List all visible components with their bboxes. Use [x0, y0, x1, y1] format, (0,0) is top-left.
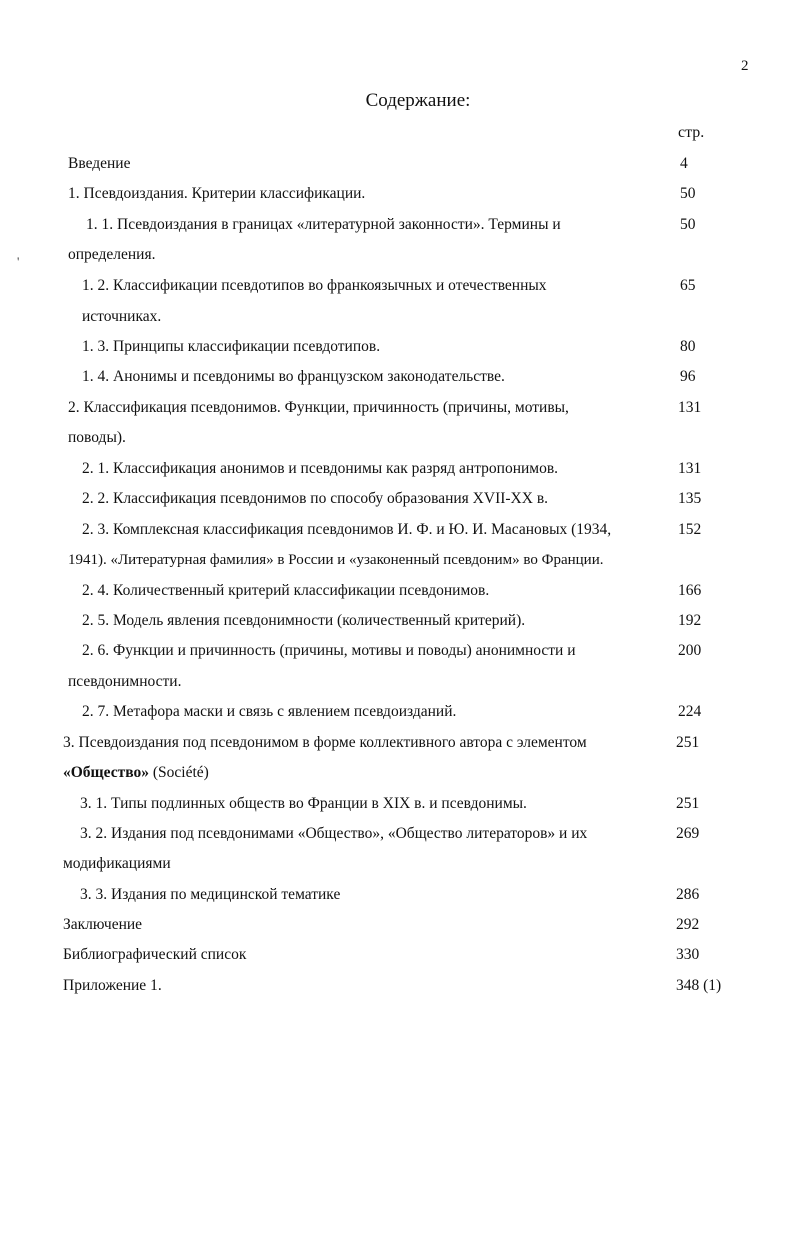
toc-entry-text: Заключение [63, 916, 143, 933]
toc-entry-page: 251 [676, 795, 700, 812]
toc-entry-text: 2. Классификация псевдонимов. Функции, причинность (причины, мотивы, [68, 399, 569, 416]
toc-entry-text: 1. 2. Классификации псевдотипов во франкоязычных и отечественных [82, 277, 547, 294]
toc-entry-text: Библиографический список [63, 946, 247, 963]
toc-entry-text: 3. 2. Издания под псевдонимами «Общество», «Общество литераторов» и их [80, 825, 588, 842]
toc-entry-text: 1941). «Литературная фамилия» в России и «узаконенный псевдоним» во Франции. [68, 552, 604, 568]
page-title: Содержание: [365, 90, 471, 111]
toc-entry-page: 50 [680, 185, 696, 202]
toc-entry-text: 1. 3. Принципы классификации псевдотипов. [82, 338, 381, 355]
toc-entry-text: 3. 1. Типы подлинных обществ во Франции в XIX в. и псевдонимы. [80, 795, 527, 812]
toc-entry-page: 192 [678, 612, 702, 629]
toc-entry-page: 330 [676, 946, 700, 963]
toc-entry-page: 269 [676, 825, 700, 842]
toc-entry-page: 131 [678, 399, 702, 416]
toc-entry-text: 1. 4. Анонимы и псевдонимы во французском законодательстве. [82, 368, 505, 385]
toc-entry-text: 1. 1. Псевдоиздания в границах «литературной законности». Термины и [86, 216, 561, 233]
toc-entry-text: Приложение 1. [63, 977, 162, 994]
toc-entry-page: 292 [676, 916, 700, 933]
toc-entry-text: 2. 4. Количественный критерий классификации псевдонимов. [82, 582, 490, 599]
stray-mark: ' [17, 254, 20, 269]
toc-entry-text: модификациями [63, 855, 171, 872]
page-column-header: стр. [678, 124, 705, 141]
toc-entry-page: 65 [680, 277, 696, 294]
toc-entry-page: 251 [676, 734, 700, 751]
toc-entry-text: источниках. [82, 308, 162, 325]
bold-keyword: «Общество» [63, 764, 149, 781]
toc-entry-text: 3. 3. Издания по медицинской тематике [80, 886, 341, 903]
toc-entry-page: 135 [678, 490, 702, 507]
toc-entry-page: 96 [680, 368, 696, 385]
toc-entry-text: 2. 3. Комплексная классификация псевдонимов И. Ф. и Ю. И. Масановых (1934, [82, 521, 612, 538]
toc-entry-text: «Общество» (Société) [63, 764, 209, 781]
toc-entry-page: 152 [678, 521, 702, 538]
toc-entry-text: псевдонимности. [68, 673, 182, 690]
toc-entry-text: поводы). [68, 429, 126, 446]
toc-entry-page: 131 [678, 460, 702, 477]
toc-entry-text: 2. 2. Классификация псевдонимов по способу образования XVII-XX в. [82, 490, 549, 507]
toc-entry-page: 4 [680, 155, 688, 172]
toc-entry-page: 224 [678, 703, 702, 720]
toc-entry-page: 166 [678, 582, 702, 599]
toc-entry-page: 80 [680, 338, 696, 355]
toc-entry-text: 3. Псевдоиздания под псевдонимом в форме коллективного автора с элементом [63, 734, 587, 751]
toc-entry-text: 1. Псевдоиздания. Критерии классификации. [68, 185, 366, 202]
toc-entry-text: определения. [68, 246, 156, 263]
toc-entry-text: 2. 1. Классификация анонимов и псевдонимы как разряд антропонимов. [82, 460, 559, 477]
toc-entry-text: 2. 5. Модель явления псевдонимности (количественный критерий). [82, 612, 526, 629]
toc-entry-page: 348 (1) [676, 977, 722, 994]
toc-entry-page: 286 [676, 886, 700, 903]
toc-entry-text: 2. 7. Метафора маски и связь с явлением псевдоизданий. [82, 703, 457, 720]
toc-entry-page: 50 [680, 216, 696, 233]
toc-entry-page: 200 [678, 642, 702, 659]
page-number: 2 [741, 58, 749, 74]
toc-entry-text: Введение [68, 155, 131, 172]
toc-entry-text: 2. 6. Функции и причинность (причины, мотивы и поводы) анонимности и [82, 642, 576, 659]
